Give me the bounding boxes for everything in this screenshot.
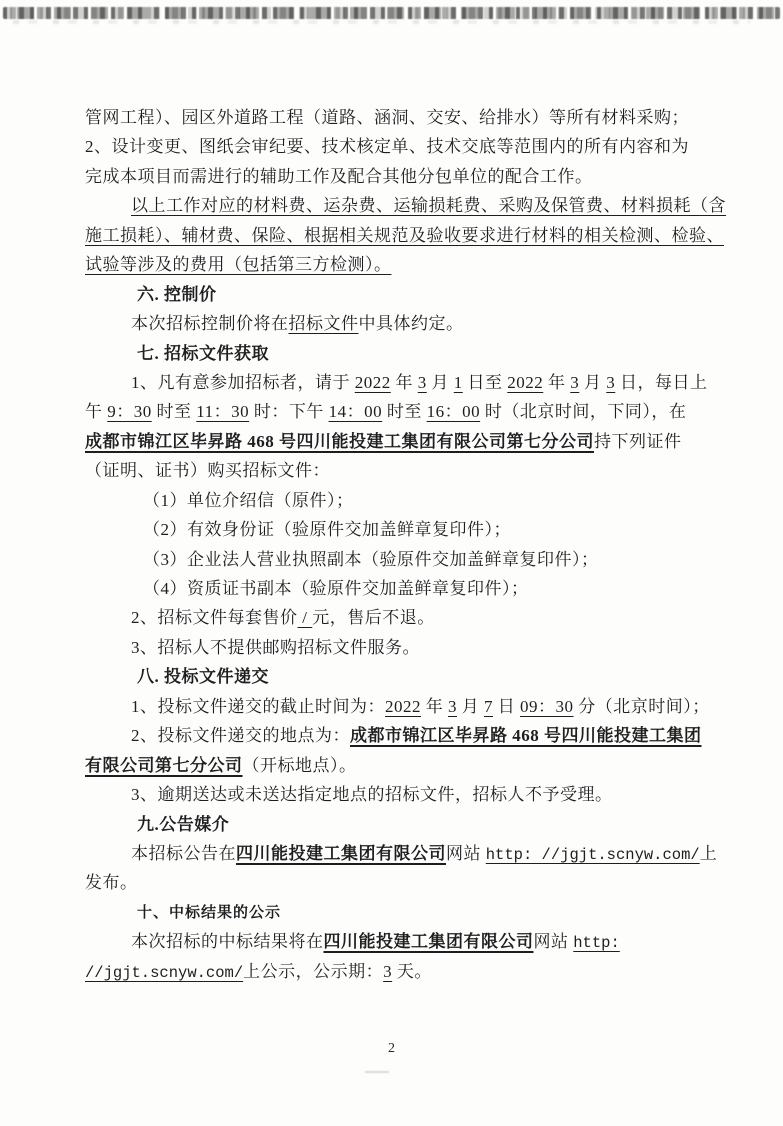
text-line <box>85 486 707 515</box>
text-segment: 1、投标文件递交的截止时间为： <box>131 696 385 716</box>
text-segment: （2）有效身份证（验原件交加盖鲜章复印件）； <box>143 520 511 540</box>
text-segment: （开标地点）。 <box>242 755 357 775</box>
text-line <box>85 957 707 986</box>
text-segment: 2、设计变更、图纸会审纪要、技术核定单、技术交底等范围内的所有内容和为 <box>85 137 689 157</box>
text-segment: 四川能投建工集团有限公司 <box>236 843 446 863</box>
text-line <box>85 397 707 426</box>
text-segment: 2022 <box>507 372 544 392</box>
text-segment: 3 <box>417 372 427 392</box>
text-segment: 网站 <box>446 843 486 863</box>
text-segment: 天。 <box>392 961 432 981</box>
text-line <box>85 191 726 220</box>
text-segment: 分（北京时间）； <box>573 696 710 716</box>
page-number: 2 <box>388 1041 395 1056</box>
text-line <box>85 427 707 456</box>
text-line <box>85 780 707 809</box>
text-segment: 管网工程）、园区外道路工程（道路、涵洞、交安、给排水）等所有材料采购； <box>85 108 689 127</box>
text-segment: （4）资质证书副本（验原件交加盖鲜章复印件）； <box>143 579 529 598</box>
text-segment: 11：30 <box>196 402 250 422</box>
url-text: //jgjt.scnyw.com/ <box>85 963 244 982</box>
text-line <box>85 103 707 132</box>
text-line <box>85 751 707 780</box>
text-segment: 3 <box>448 696 457 716</box>
text-line <box>85 339 707 368</box>
text-line <box>85 927 707 956</box>
text-segment: 施工损耗）、辅材费、保险、根据相关规范及验收要求进行材料的相关检测、检验、 <box>85 225 724 245</box>
text-segment: 试验等涉及的费用（包括第三方检测）。 <box>85 255 392 275</box>
text-segment: 时至 <box>382 402 427 422</box>
text-segment: 有限公司第七分公司 <box>85 755 243 775</box>
text-segment: 2022 <box>385 696 421 716</box>
text-segment: 1 <box>453 372 463 392</box>
page-footer <box>0 1041 783 1057</box>
text-segment: 年 <box>543 372 571 392</box>
text-segment: 日 <box>493 696 520 716</box>
url-text: http: <box>573 934 620 953</box>
text-segment: （证明、证书）购买招标文件： <box>85 461 330 481</box>
text-line <box>85 221 724 250</box>
text-segment: （3）企业法人营业执照副本（验原件交加盖鲜章复印件）； <box>143 549 599 569</box>
text-segment: 3、逾期送达或未送达指定地点的招标文件，招标人不予受理。 <box>131 785 613 805</box>
text-segment: 年 <box>421 696 448 716</box>
text-segment: 本次招标的中标结果将在 <box>131 932 324 952</box>
text-segment: 3 <box>383 961 393 981</box>
text-segment: 时：下午 <box>249 402 329 422</box>
text-segment: 本招标公告在 <box>131 843 236 863</box>
text-segment: 上 <box>699 843 718 863</box>
text-segment: 九.公告媒介 <box>137 814 230 834</box>
text-segment: 日，每日上 <box>615 372 708 392</box>
text-line <box>85 368 707 397</box>
text-line <box>85 633 707 662</box>
text-segment: 7 <box>484 696 493 716</box>
text-segment: 3 <box>570 372 580 392</box>
text-segment: 以上工作对应的材料费、运杂费、运输损耗费、采购及保管费、材料损耗（含 <box>131 196 726 216</box>
text-segment: 发布。 <box>85 873 138 893</box>
text-segment: 七. 招标文件获取 <box>137 343 269 363</box>
text-segment: 3 <box>606 372 616 392</box>
text-line <box>85 603 707 632</box>
text-line <box>85 280 707 309</box>
document-body <box>85 103 726 986</box>
text-segment: 时至 <box>151 402 197 422</box>
text-line <box>85 515 707 544</box>
text-segment: 六. 控制价 <box>137 284 217 304</box>
text-line <box>85 250 707 279</box>
text-segment: 招标文件 <box>288 314 359 334</box>
text-segment: 时（北京时间，下同），在 <box>480 402 687 422</box>
text-segment: 完成本项目而需进行的辅助工作及配合其他分包单位的配合工作。 <box>85 166 593 186</box>
text-line <box>85 545 707 574</box>
text-segment: 14：00 <box>328 402 383 422</box>
text-segment: 持下列证件 <box>594 431 682 451</box>
url-text: http: //jgjt.scnyw.com/ <box>485 845 700 864</box>
text-segment: 八. 投标文件递交 <box>137 667 269 687</box>
text-segment: 十、中标结果的公示 <box>137 903 282 921</box>
text-segment: 午 <box>85 402 108 422</box>
text-segment: 9：30 <box>107 402 152 422</box>
text-line <box>85 898 707 927</box>
text-segment: 2022 <box>354 372 391 392</box>
text-segment: 四川能投建工集团有限公司 <box>323 932 534 952</box>
text-line <box>85 721 707 750</box>
text-line <box>85 162 707 191</box>
text-segment: 上公示，公示期： <box>243 961 384 981</box>
text-segment: 16：00 <box>426 402 481 422</box>
text-segment: 月 <box>426 372 454 392</box>
scan-artifact-bottom <box>365 1071 389 1073</box>
text-segment: 1、凡有意参加招标者，请于 <box>131 372 355 392</box>
text-segment: 09：30 <box>520 696 574 716</box>
text-segment: 3、招标人不提供邮购招标文件服务。 <box>131 637 420 657</box>
text-segment: / <box>297 608 313 628</box>
text-segment: 本次招标控制价将在 <box>131 314 289 334</box>
text-segment: 成都市锦江区毕昇路 468 号四川能投建工集团 <box>350 726 702 746</box>
text-line <box>85 309 707 338</box>
text-segment: 成都市锦江区毕昇路 468 号四川能投建工集团有限公司第七分公司 <box>85 431 594 451</box>
text-segment: 2、招标文件每套售价 <box>131 608 298 628</box>
text-line <box>85 574 707 603</box>
text-segment: 元，售后不退。 <box>312 608 435 628</box>
text-segment: 月 <box>457 696 484 716</box>
text-line <box>85 868 707 897</box>
text-line <box>85 692 710 721</box>
text-line <box>85 132 707 161</box>
text-segment: 日至 <box>462 372 508 392</box>
text-segment: 月 <box>579 372 607 392</box>
text-line <box>85 456 707 485</box>
text-segment: 网站 <box>533 932 574 952</box>
text-segment: 中具体约定。 <box>358 314 464 334</box>
text-segment: 年 <box>390 372 418 392</box>
text-line <box>85 810 707 839</box>
text-segment: 2、投标文件递交的地点为： <box>131 726 350 746</box>
text-segment: （1）单位介绍信（原件）； <box>143 490 354 510</box>
scan-artifact-top <box>3 7 780 19</box>
text-line <box>85 839 718 868</box>
text-line <box>85 662 707 691</box>
